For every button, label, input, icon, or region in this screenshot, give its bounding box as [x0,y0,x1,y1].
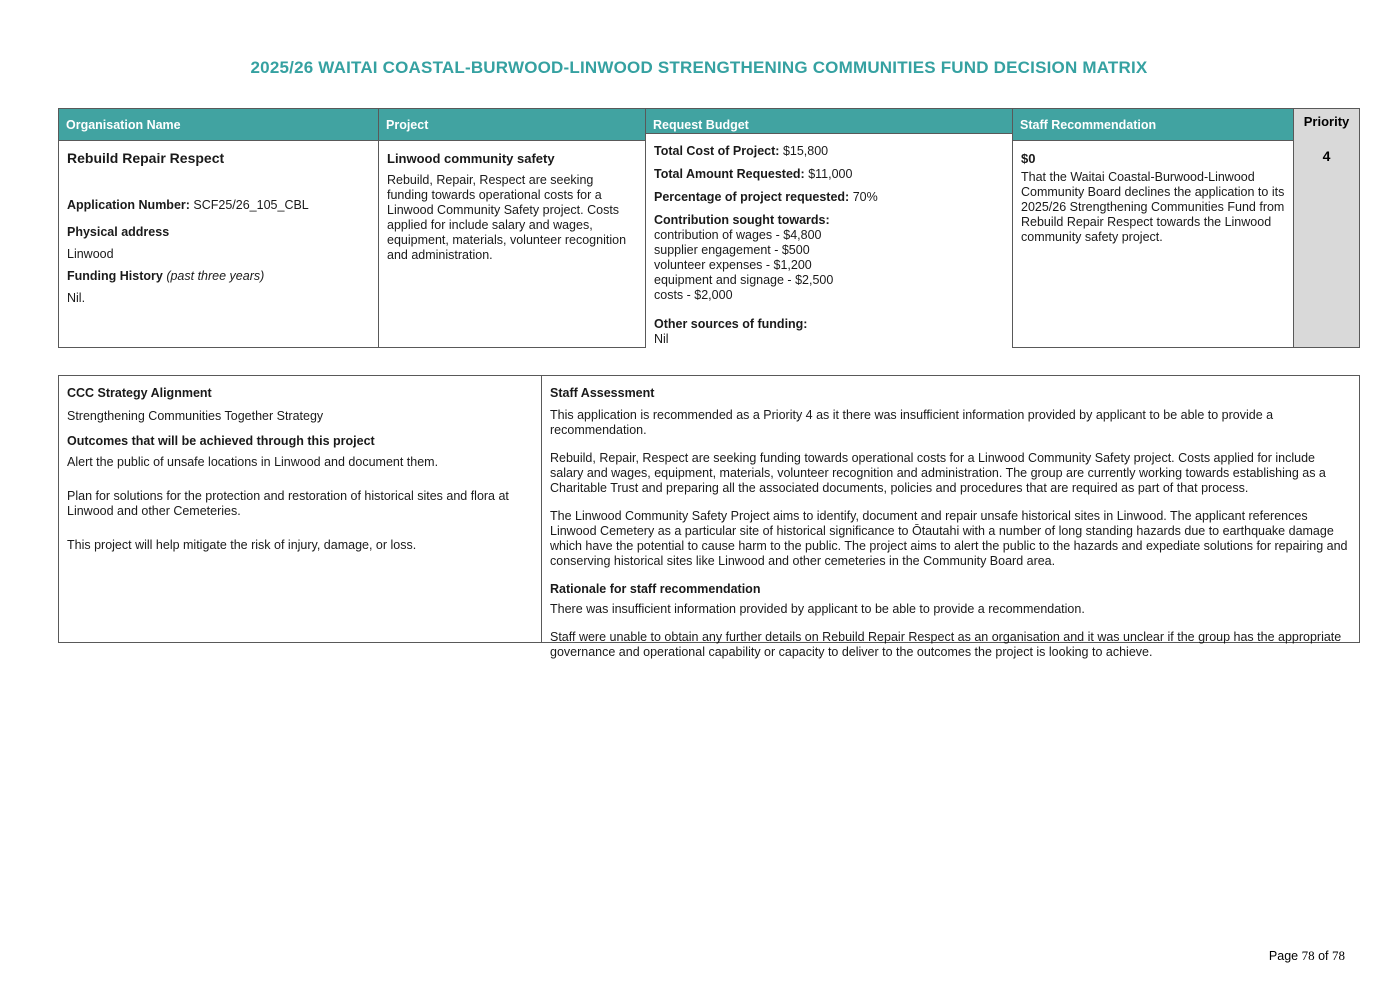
rationale-heading: Rationale for staff recommendation [550,582,761,596]
column-header-priority: Priority [1303,114,1350,129]
column-header-organisation: Organisation Name [59,109,378,141]
priority-value: 4 [1322,148,1331,164]
column-header-request-budget: Request Budget [646,109,1012,134]
total-cost-label: Total Cost of Project: [654,144,780,158]
funding-history-value: Nil. [67,291,86,305]
assessment-table [58,375,1360,659]
outcome-item: Alert the public of unsafe locations in Linwood and document them. [67,455,439,469]
total-cost-value: $15,800 [782,144,829,158]
contribution-item: contribution of wages - $4,800 [654,228,822,242]
assessment-paragraph: The Linwood Community Safety Project aims to identify, document and repair unsafe historical sites in Linwood. The applicant references Linwood Cemetery as a particular site of historical significance to Ōtautahi with a number of long standing hazards due to earthquake damage which have the potential to cause harm to the public. The project aims to alert the public to the hazards and expediate solutions for repairing and conserving historical sites like Linwood and other cemeteries in the Community Board area. [550,509,1348,568]
contribution-item: costs - $2,000 [654,288,733,302]
recommended-amount: $0 [1021,151,1036,166]
organisation-name: Rebuild Repair Respect [67,150,225,166]
rationale-paragraph: There was insufficient information provided by applicant to be able to provide a recommendation. [550,602,1085,616]
footer-of-label: of [1318,949,1329,963]
application-number-value: SCF25/26_105_CBL [193,198,309,212]
assessment-paragraph: Rebuild, Repair, Respect are seeking funding towards operational costs for a Linwood Community Safety project. Costs applied for include salary and wages, equipment, materials, volunteer recognition and administration. The group are currently working towards establishing as a Charitable Trust and preparing all the associated documents, policies and procedures that are required as part of that process. [550,451,1326,495]
assessment-paragraph: This application is recommended as a Priority 4 as it there was insufficient information provided by applicant to be able to provide a recommendation. [550,408,1274,437]
footer-page-label: Page [1268,949,1299,963]
column-organisation [59,109,379,347]
staff-assessment-heading: Staff Assessment [550,386,655,400]
column-staff-recommendation [1013,109,1294,347]
column-header-project: Project [379,109,645,141]
contribution-item: equipment and signage - $2,500 [654,273,834,287]
strategy-heading: CCC Strategy Alignment [67,386,212,400]
percentage-value: 70% [852,190,878,204]
funding-history-label: Funding History [67,269,163,283]
outcomes-heading: Outcomes that will be achieved through this project [67,434,375,448]
project-description: Rebuild, Repair, Respect are seeking funding towards operational costs for a Linwood Community Safety project. Costs applied for include salary and wages, equipment, materials, volunteer recognition and administration. [387,173,627,262]
rationale-paragraph: Staff were unable to obtain any further details on Rebuild Repair Respect as an organisation and it was unclear if the group has the appropriate governance and operational capability or capacity to deliver to the outcomes the project is looking to achieve. [550,630,1342,659]
column-request-budget [646,109,1013,347]
funding-history-line [67,269,370,284]
page-footer [1269,948,1345,964]
contribution-item: supplier engagement - $500 [654,243,810,257]
other-sources-label: Other sources of funding: [654,317,808,331]
footer-page-number: 78 [1301,948,1315,963]
total-cost-line [654,144,1004,159]
column-header-staff-recommendation: Staff Recommendation [1013,109,1293,141]
cell-ccc-strategy-alignment [59,376,542,642]
percentage-label: Percentage of project requested: [654,190,850,204]
physical-address-value: Linwood [67,247,114,261]
outcome-item: Plan for solutions for the protection and restoration of historical sites and flora at Linwood and other Cemeteries. [67,489,509,518]
project-title: Linwood community safety [387,151,555,166]
physical-address-label: Physical address [67,225,170,239]
strategy-alignment: Strengthening Communities Together Strategy [67,409,324,423]
total-requested-value: $11,000 [808,167,853,181]
total-requested-label: Total Amount Requested: [654,167,805,181]
column-priority [1294,109,1359,347]
total-requested-line [654,167,1004,182]
page-title: 2025/26 WAITAI COASTAL-BURWOOD-LINWOOD STRENGTHENING COMMUNITIES FUND DECISION MATRIX [250,58,1148,77]
application-number-label: Application Number: [67,198,190,212]
footer-total-pages: 78 [1332,948,1345,963]
cell-request-budget [646,134,1012,355]
cell-project [379,141,645,347]
funding-history-note: (past three years) [166,269,265,283]
decision-matrix-table [58,108,1360,348]
contribution-item: volunteer expenses - $1,200 [654,258,812,272]
recommendation-text: That the Waitai Coastal-Burwood-Linwood Community Board declines the application to its 2025/26 Strengthening Communities Fund from Rebuild Repair Respect towards the Linwood community safety project. [1021,170,1285,244]
application-number-line [67,198,370,213]
column-project [379,109,646,347]
outcome-item: This project will help mitigate the risk of injury, damage, or loss. [67,538,417,552]
cell-organisation [59,141,378,347]
cell-staff-recommendation [1013,141,1293,347]
contribution-label: Contribution sought towards: [654,213,830,227]
cell-staff-assessment [542,376,1359,659]
other-sources-value: Nil [654,332,669,346]
percentage-line [654,190,1004,205]
